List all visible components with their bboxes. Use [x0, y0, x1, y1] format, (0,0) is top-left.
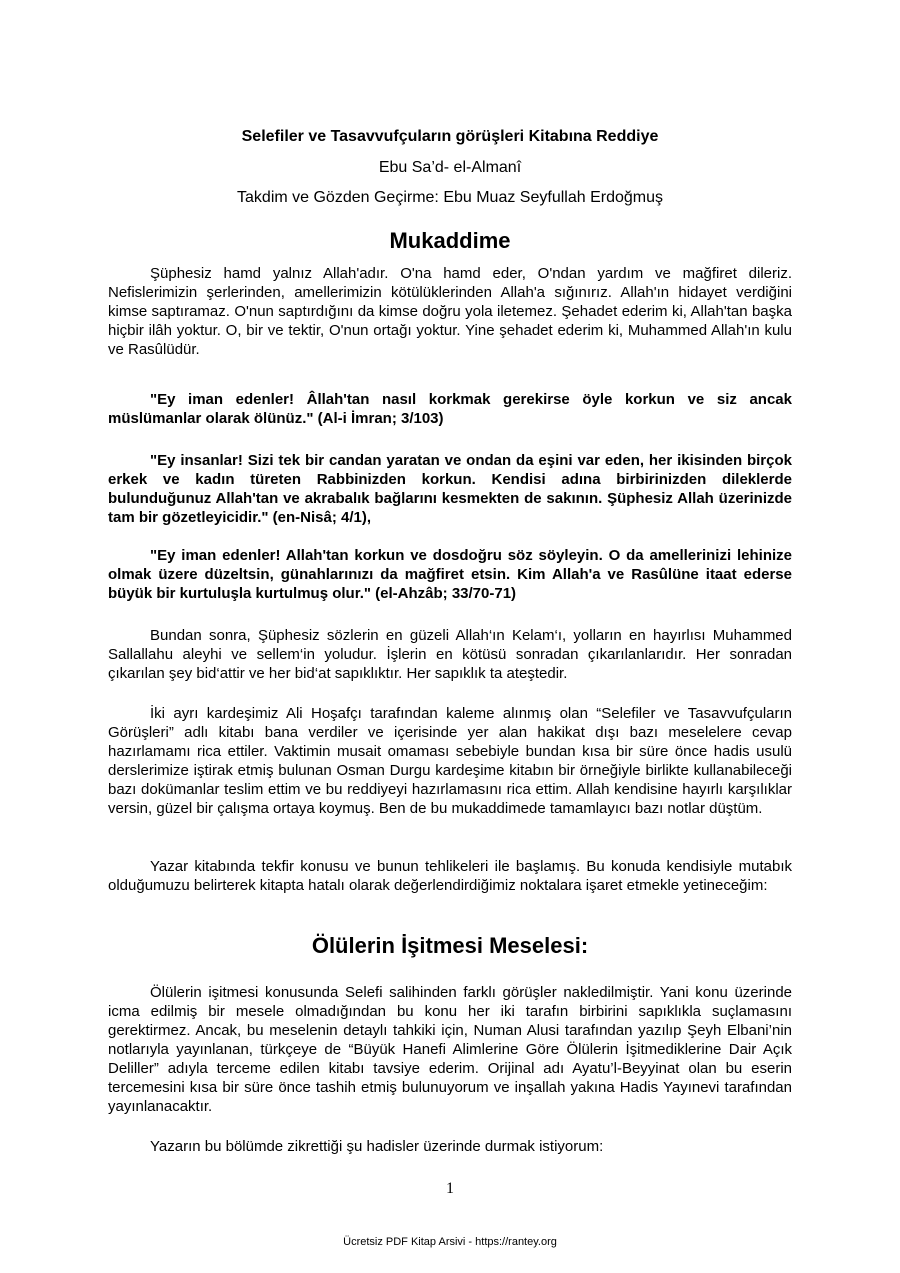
document-editor-line: Takdim ve Gözden Geçirme: Ebu Muaz Seyfullah Erdoğmuş — [237, 189, 663, 206]
footer-note: Ücretsiz PDF Kitap Arsivi - https://rantey.org — [343, 1236, 557, 1248]
paragraph-opening: Şüphesiz hamd yalnız Allah'adır. O'na hamd eder, O'ndan yardım ve mağfiret dileriz. Nefislerimizin şerlerinden, amellerimizin kötülüklerinden Allah'a sığınırız. Allah'ın hidayet verdiğini kimse saptıramaz. O'nun saptırdığını da kimse doğru yola iletemez. Şehadet ederim ki, Allah'tan başka hiçbir ilâh yoktur. O, bir ve tektir, O'nun ortağı yoktur. Yine şehadet ederim ki, Muhammed Allah'ın kulu ve Rasûlüdür. — [108, 265, 792, 358]
paragraph-olulerin-isitmesi: Ölülerin işitmesi konusunda Selefi salihinden farklı görüşler nakledilmiştir. Yani konu üzerinde icma edilmiş bir mesele olmadığından bu konu her iki tarafın birbirini sapıklıkla suçlamasını gerektirmez. Ancak, bu meselenin detaylı tahkiki için, Numan Alusi tarafından yazılıp Şeyh Elbani’nin notlarıyla yayınlanan, türkçeye de “Büyük Hanefi Alimlerine Göre Ölülerin İşitmediklerine Dair Açık Deliller” adıyla terceme edilen kitabı tavsiye ederim. Orijinal adı Ayatu’l-Beyyinat olan bu eserin tercemesini kısa bir süre önce tashih etmiş bulunuyorum ve inşallah yakına Hadis Yayınevi tarafından yayınlanacaktır. — [108, 984, 792, 1115]
paragraph-yazarin-bu-bolumde: Yazarın bu bölümde zikrettiği şu hadisler üzerinde durmak istiyorum: — [150, 1138, 604, 1155]
paragraph-yazar-kitabinda: Yazar kitabında tekfir konusu ve bunun tehlikeleri ile başlamış. Bu konuda kendisiyle mutabık olduğumuzu belirterek kitapta hatalı olarak değerlendirdiğimiz noktalara işaret etmekle yetineceğim: — [108, 858, 792, 894]
paragraph-iki-ayri-kardesimiz: İki ayrı kardeşimiz Ali Hoşafçı tarafından kaleme alınmış olan “Selefiler ve Tasavvufçuların Görüşleri” adlı kitabı bana verdiler ve içerisinde yer alan hakikat dışı bazı meselelere cevap hazırlamamı rica ettiler. Vaktimin musait omaması sebebiyle bundan kısa bir süre önce hadis usulü derslerimize iştirak etmiş bulunan Osman Durgu kardeşime kitabın bir örneğiyle birlikte kullanabileceği bazı dokümanlar teslim ettim ve bu reddiyeyi hazırlamasını rica ettim. Allah kendisine hayırlı karşılıklar versin, güzel bir çalışma ortaya koymuş. Ben de bu mukaddimede tamamlayıcı bazı notlar düştüm. — [108, 705, 792, 817]
heading-mukaddime: Mukaddime — [389, 228, 511, 253]
paragraph-bundan-sonra: Bundan sonra, Şüphesiz sözlerin en güzeli Allah‘ın Kelam‘ı, yolların en hayırlısı Muhammed Sallallahu aleyhi ve sellem‘in yoludur. İşlerin en kötüsü sonradan çıkarılanlarıdır. Her sonradan çıkarılan şey bid‘attir ve her bid‘at sapıklıktır. Her sapıklık ta ateştedir. — [108, 627, 792, 682]
verse-quote-ahzab: "Ey iman edenler! Allah'tan korkun ve dosdoğru söz söyleyin. O da amellerinizi lehinize olmak üzere düzeltsin, günahlarınızı da mağfiret etsin. Kim Allah'a ve Rasûlüne itaat ederse büyük bir kurtuluşla kurtulmuş olur." (el-Ahzâb; 33/70-71) — [108, 547, 792, 602]
document-author: Ebu Sa’d- el-Almanî — [378, 159, 522, 176]
document-title: Selefiler ve Tasavvufçuların görüşleri Kitabına Reddiye — [241, 128, 659, 145]
verse-quote-al-i-imran: "Ey iman edenler! Âllah'tan nasıl korkmak gerekirse öyle korkun ve siz ancak müslümanlar olarak ölünüz." (Al-i İmran; 3/103) — [108, 391, 792, 427]
page-number: 1 — [446, 1180, 454, 1197]
heading-olulerin-isitmesi: Ölülerin İşitmesi Meselesi: — [311, 933, 589, 958]
verse-quote-nisa: "Ey insanlar! Sizi tek bir candan yaratan ve ondan da eşini var eden, her ikisinden birçok erkek ve kadın türeten Rabbinizden korkun. Kendisi adına birbirinizden dileklerde bulunduğunuz Allah'tan ve akrabalık bağlarını kesmekten de sakının. Şüphesiz Allah üzerinizde tam bir gözetleyicidir." (en-Nisâ; 4/1), — [108, 452, 792, 526]
